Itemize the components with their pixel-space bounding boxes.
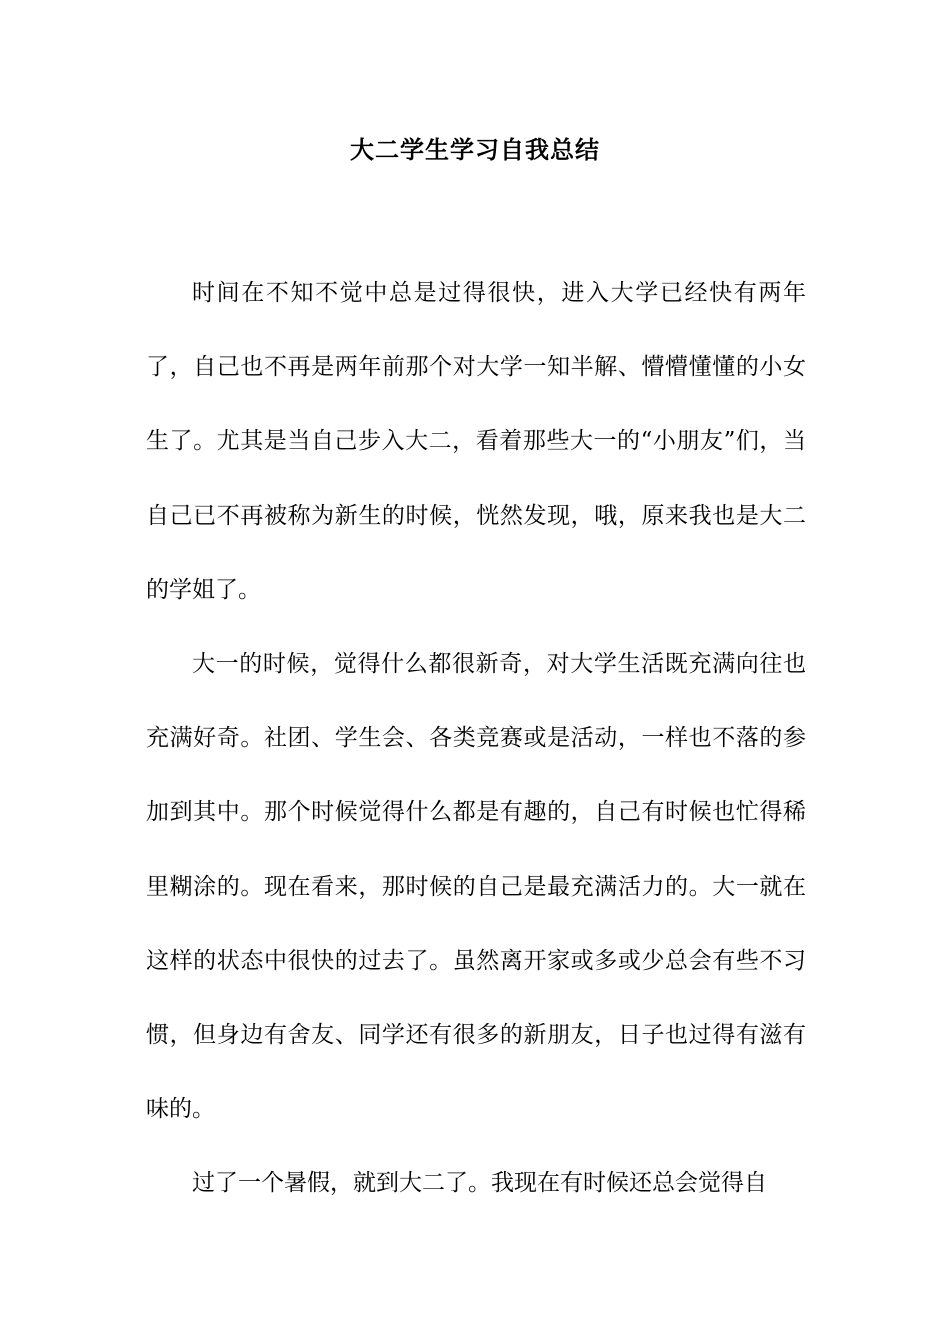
document-title: 大二学生学习自我总结 bbox=[350, 136, 600, 164]
document-body bbox=[146, 256, 806, 1221]
paragraph-3: 过了一个暑假，就到大二了。我现在有时候还总会觉得自 bbox=[192, 1170, 767, 1197]
paragraph-2: 大一的时候，觉得什么都很新奇，对大学生活既充满向往也充满好奇。社团、学生会、各类竞赛或是活动，一样也不落的参加到其中。那个时候觉得什么都是有趣的，自己有时候也忙得稀里糊涂的。现在看来，那时候的自己是最充满活力的。大一就在这样的状态中很快的过去了。虽然离开家或多或少总会有些不习惯，但身边有舍友、同学还有很多的新朋友，日子也过得有滋有味的。 bbox=[146, 651, 806, 1123]
paragraph-1: 时间在不知不觉中总是过得很快，进入大学已经快有两年了，自己也不再是两年前那个对大学一知半解、懵懵懂懂的小女生了。尤其是当自己步入大二，看着那些大一的“小朋友”们，当自己已不再被称为新生的时候，恍然发现，哦，原来我也是大二的学姐了。 bbox=[146, 280, 806, 603]
